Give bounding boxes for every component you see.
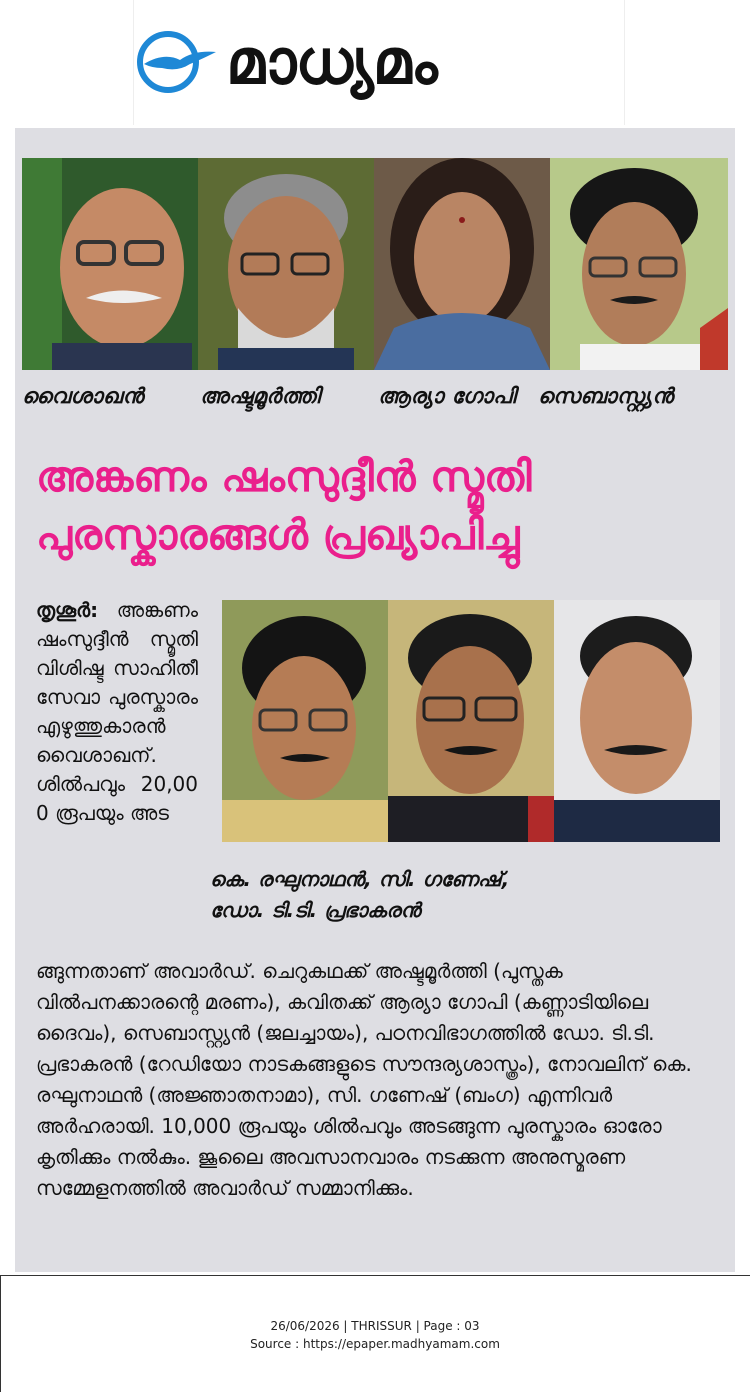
lead-paragraph: [36, 596, 198, 828]
group-photo-caption: [210, 864, 680, 926]
logo-wordmark: മാധ്യമം: [226, 25, 437, 98]
photo-arya-gopi: [374, 158, 550, 370]
caption-sebastian: സെബാസ്റ്റ്യൻ: [538, 384, 674, 408]
dateline: തൃശൂർ:: [36, 598, 99, 622]
group-caption-line-1: കെ. രഘുനാഥൻ, സി. ഗണേഷ്,: [210, 867, 510, 891]
caption-ashtamoorthi: അഷ്ടമൂർത്തി: [200, 384, 321, 408]
body-paragraph: ങ്ങുന്നതാണ് അവാർഡ്. ചെറുകഥക്ക് അഷ്ടമൂർത്തി (പുസ്തക വിൽപനക്കാരന്റെ മരണം), കവിതക്ക് ആര്യാ ഗോപി (കണ്ണാടിയിലെ ദൈവം), സെബാസ്റ്റ്യൻ (ജലച്ചായം), പഠനവിഭാഗത്തിൽ ഡോ. ടി.ടി. പ്രഭാകരൻ (റേഡിയോ നാടകങ്ങളുടെ സൗന്ദര്യശാസ്ത്രം), നോവലിന് കെ. രഘുനാഥൻ (അജ്ഞാതനാമാ), സി. ഗണേഷ് (ബംഗ) എന്നിവർ അർഹരായി. 10,000 രൂപയും ശിൽപവും അടങ്ങുന്ന പുരസ്കാരം ഓരോ കൃതിക്കും നൽകും. ജൂലൈ അവസാനവാരം നടക്കുന്ന അനുസ്മരണ സമ്മേളനത്തിൽ അവാർഡ് സമ്മാനിക്കും.: [36, 959, 692, 1200]
logo-bird-icon: [134, 30, 218, 94]
photo-c-ganesh: [388, 600, 554, 842]
lead-text: അങ്കണം ഷംസുദ്ദീൻ സ്മൃതി വിശിഷ്ട സാഹിതീ സേവാ പുരസ്കാരം എഴുത്തുകാരൻ വൈശാഖന്. ശിൽപവും 20,000 രൂപയും അട: [36, 598, 198, 825]
photo-vaisakhan: [22, 158, 198, 370]
footer-dateline: 26/06/2026 | THRISSUR | Page : 03: [270, 1319, 480, 1333]
caption-vaisakhan: വൈശാഖൻ: [22, 384, 144, 408]
footer-source: Source : https://epaper.madhyamam.com: [250, 1337, 500, 1351]
footer: [0, 1317, 750, 1353]
group-caption-line-2: ഡോ. ടി.ടി. പ്രഭാകരൻ: [210, 898, 421, 922]
photo-sebastian: [550, 158, 728, 370]
photo-k-reghunathan: [222, 600, 388, 842]
headline-line-2: പുരസ്കാരങ്ങൾ പ്രഖ്യാപിച്ചു: [36, 510, 520, 559]
headline-line-1: അങ്കണം ഷംസുദ്ദീൻ സ്മൃതി: [36, 452, 532, 501]
photo-ashtamoorthi: [198, 158, 374, 370]
headline: [36, 448, 676, 564]
caption-arya-gopi: ആര്യാ ഗോപി: [378, 384, 516, 408]
photo-dr-tt-prabhakaran: [554, 600, 720, 842]
masthead: [133, 0, 625, 125]
